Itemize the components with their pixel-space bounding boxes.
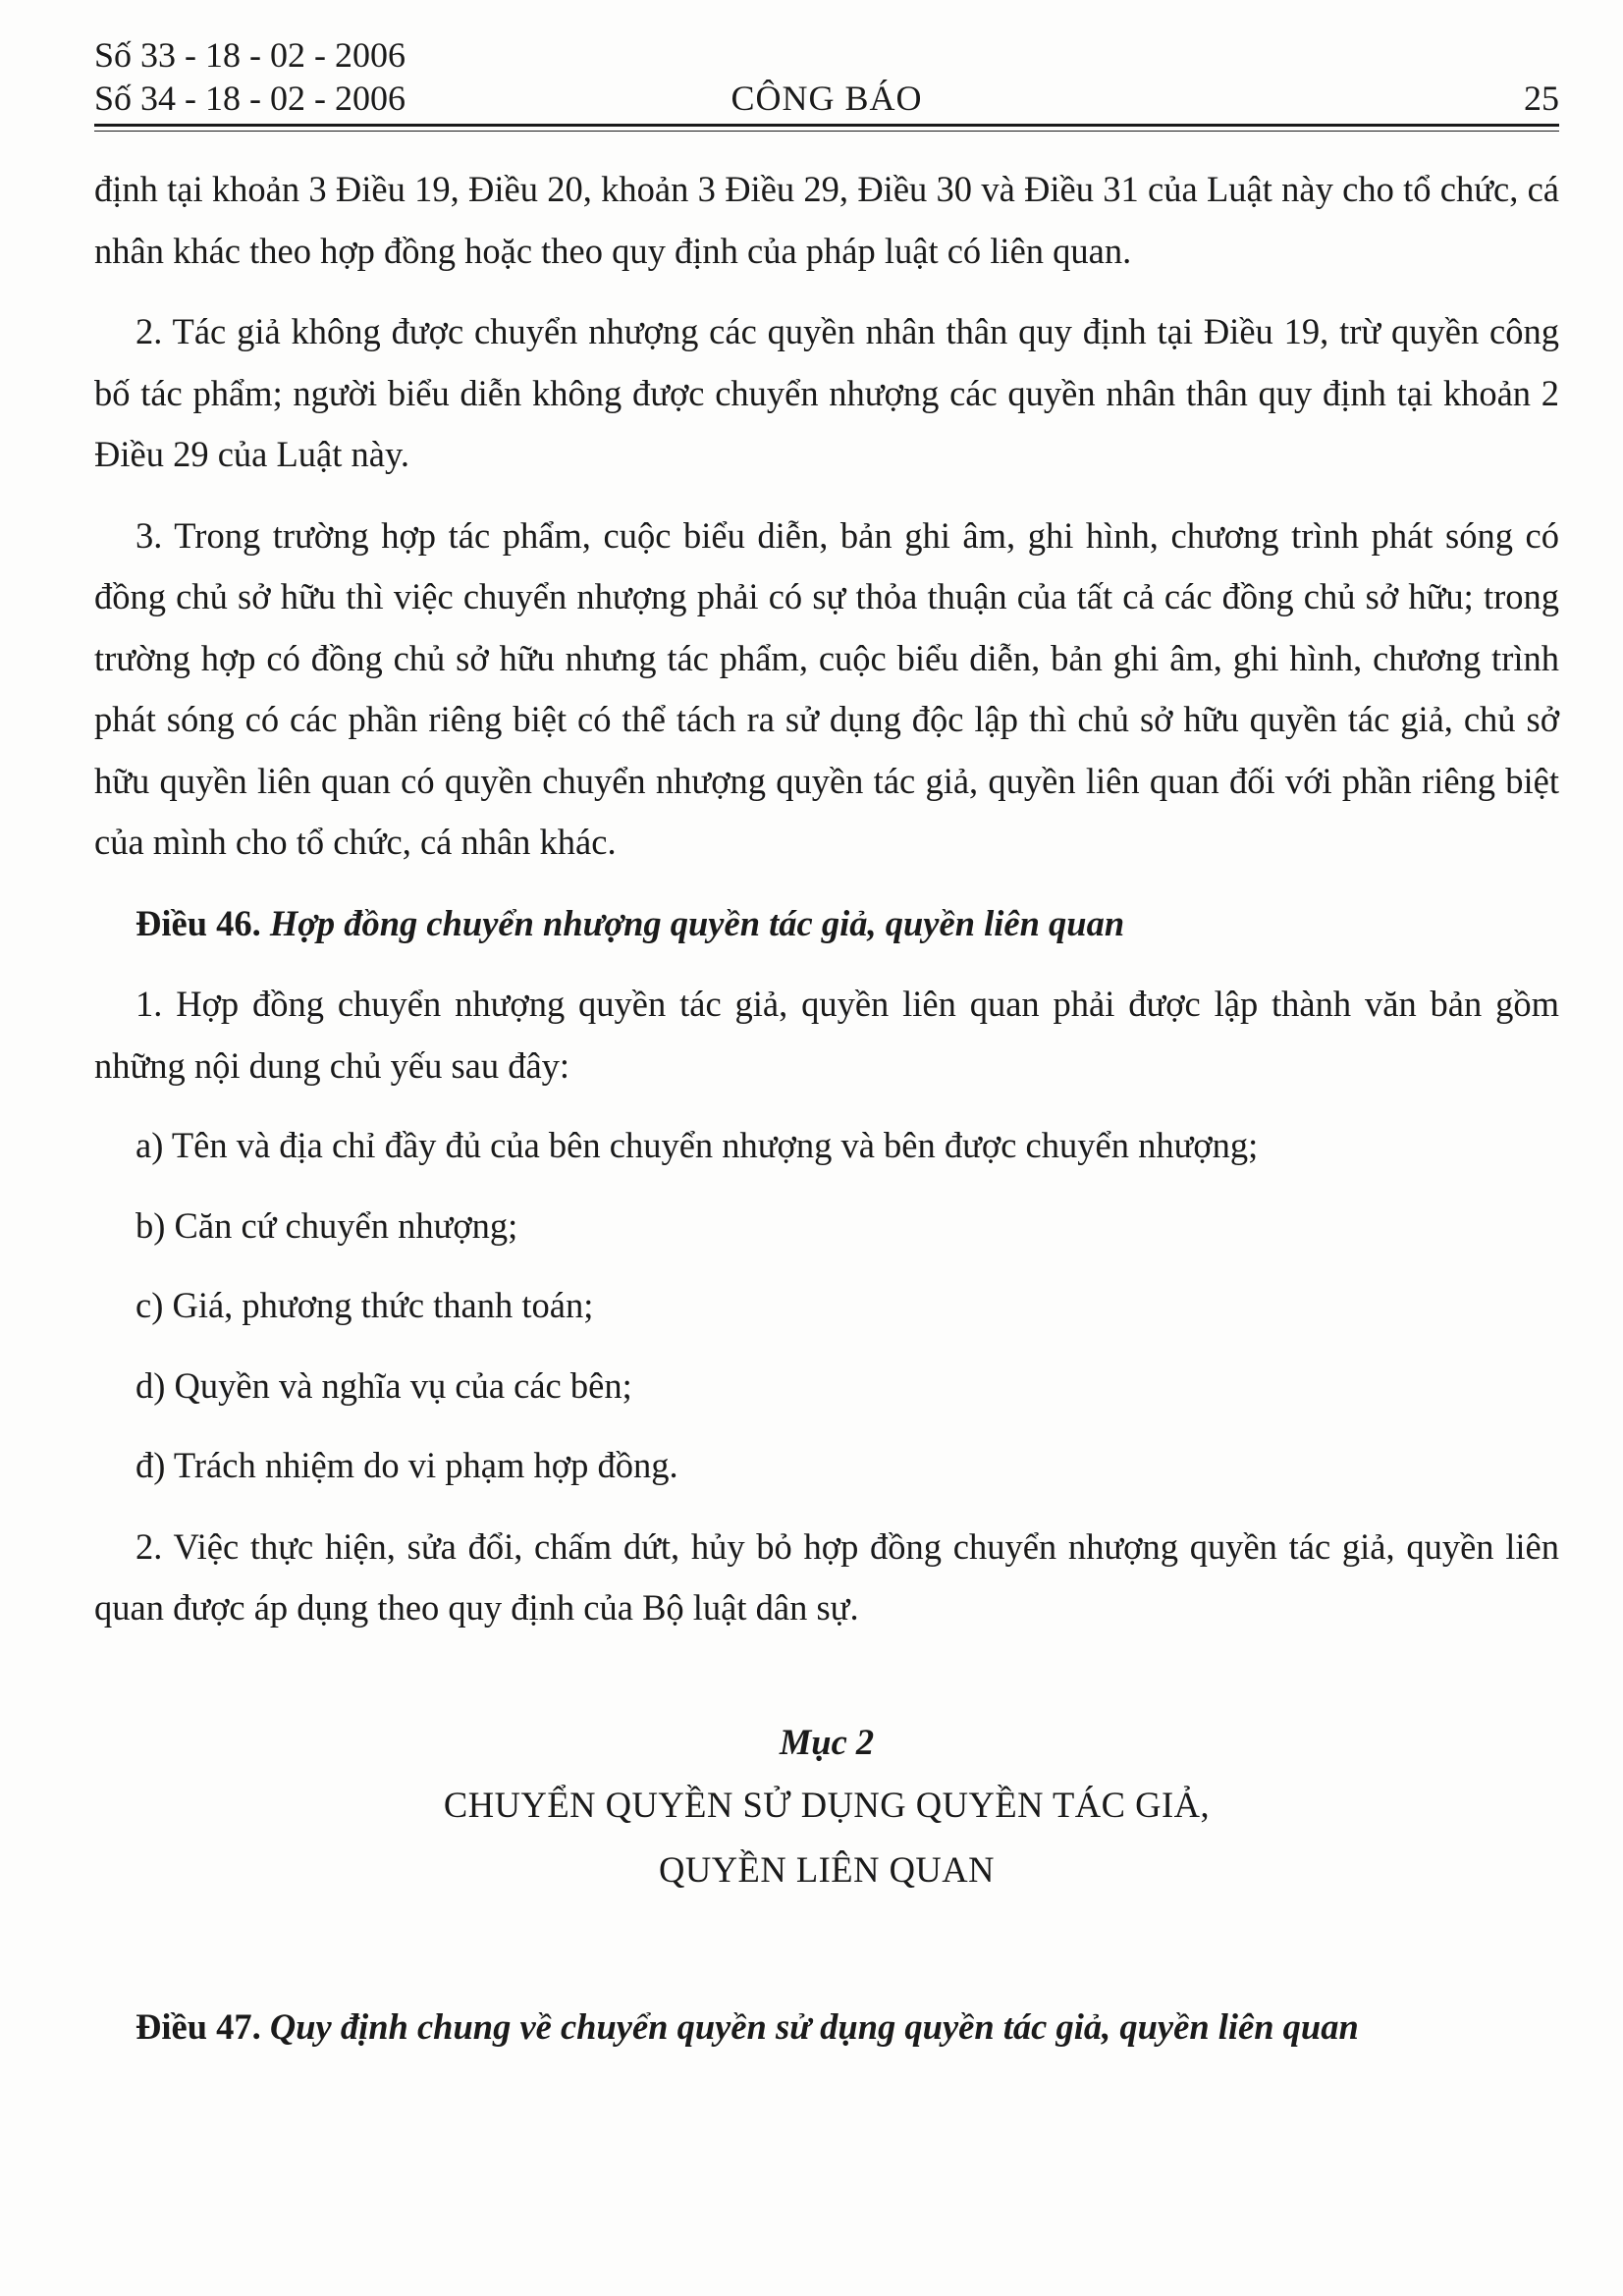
publication-title: CÔNG BÁO bbox=[730, 79, 923, 118]
article-46-clause-2: 2. Việc thực hiện, sửa đổi, chấm dứt, hủy bỏ hợp đồng chuyển nhượng quyền tác giả, quyền liên quan được áp dụng theo quy định của Bộ luật dân sự. bbox=[94, 1525, 1559, 1628]
issue-number-line-1: Số 33 - 18 - 02 - 2006 bbox=[94, 35, 406, 75]
article-46-title: Hợp đồng chuyển nhượng quyền tác giả, quyền liên quan bbox=[269, 902, 1125, 943]
article-46-item-a: a) Tên và địa chỉ đầy đủ của bên chuyển nhượng và bên được chuyển nhượng; bbox=[135, 1125, 1259, 1165]
article-46-clause-1: 1. Hợp đồng chuyển nhượng quyền tác giả, quyền liên quan phải được lập thành văn bản gồm những nội dung chủ yếu sau đây: bbox=[94, 984, 1559, 1086]
article-46-item-c: c) Giá, phương thức thanh toán; bbox=[135, 1285, 594, 1325]
issue-number-line-2: Số 34 - 18 - 02 - 2006 bbox=[94, 79, 406, 118]
article-46-item-dd: đ) Trách nhiệm do vi phạm hợp đồng. bbox=[135, 1445, 678, 1485]
section-heading-line-2: QUYỀN LIÊN QUAN bbox=[658, 1849, 996, 1890]
section-label: Mục 2 bbox=[779, 1721, 875, 1762]
article-47-title: Quy định chung về chuyển quyền sử dụng quyền tác giả, quyền liên quan bbox=[269, 2006, 1359, 2047]
document-body bbox=[94, 159, 1559, 2058]
article-46-item-b: b) Căn cứ chuyển nhượng; bbox=[135, 1204, 518, 1246]
header-rule-thick bbox=[94, 124, 1559, 127]
header-rule-thin bbox=[94, 131, 1559, 132]
article-46-item-d: d) Quyền và nghĩa vụ của các bên; bbox=[135, 1364, 632, 1406]
article-47-number: Điều 47. bbox=[135, 2006, 261, 2047]
page-number: 25 bbox=[1524, 79, 1559, 118]
paragraph-clause-3: 3. Trong trường hợp tác phẩm, cuộc biểu diễn, bản ghi âm, ghi hình, chương trình phát sóng có đồng chủ sở hữu thì việc chuyển nhượng phải có sự thỏa thuận của tất cả các đồng chủ sở hữu; trong trường hợp có đồng chủ sở hữu nhưng tác phẩm, cuộc biểu diễn, bản ghi âm, ghi hình, chương trình phát sóng có các phần riêng biệt có thể tách ra sử dụng độc lập thì chủ sở hữu quyền tác giả, chủ sở hữu quyền liên quan có quyền chuyển nhượng quyền tác giả, quyền liên quan đối với phần riêng biệt của mình cho tổ chức, cá nhân khác. bbox=[94, 514, 1559, 862]
article-47-heading bbox=[94, 1997, 1559, 2058]
article-46-heading bbox=[94, 893, 1559, 955]
section-heading-line-1: CHUYỂN QUYỀN SỬ DỤNG QUYỀN TÁC GIẢ, bbox=[443, 1785, 1211, 1825]
article-46-number: Điều 46. bbox=[135, 902, 261, 943]
page-header bbox=[94, 33, 1559, 120]
paragraph-clause-2: 2. Tác giả không được chuyển nhượng các quyền nhân thân quy định tại Điều 19, trừ quyền công bố tác phẩm; người biểu diễn không được chuyển nhượng các quyền nhân thân quy định tại khoản 2 Điều 29 của Luật này. bbox=[94, 311, 1559, 474]
paragraph-continuation: định tại khoản 3 Điều 19, Điều 20, khoản 3 Điều 29, Điều 30 và Điều 31 của Luật này cho tổ chức, cá nhân khác theo hợp đồng hoặc theo quy định của pháp luật có liên quan. bbox=[94, 169, 1559, 271]
